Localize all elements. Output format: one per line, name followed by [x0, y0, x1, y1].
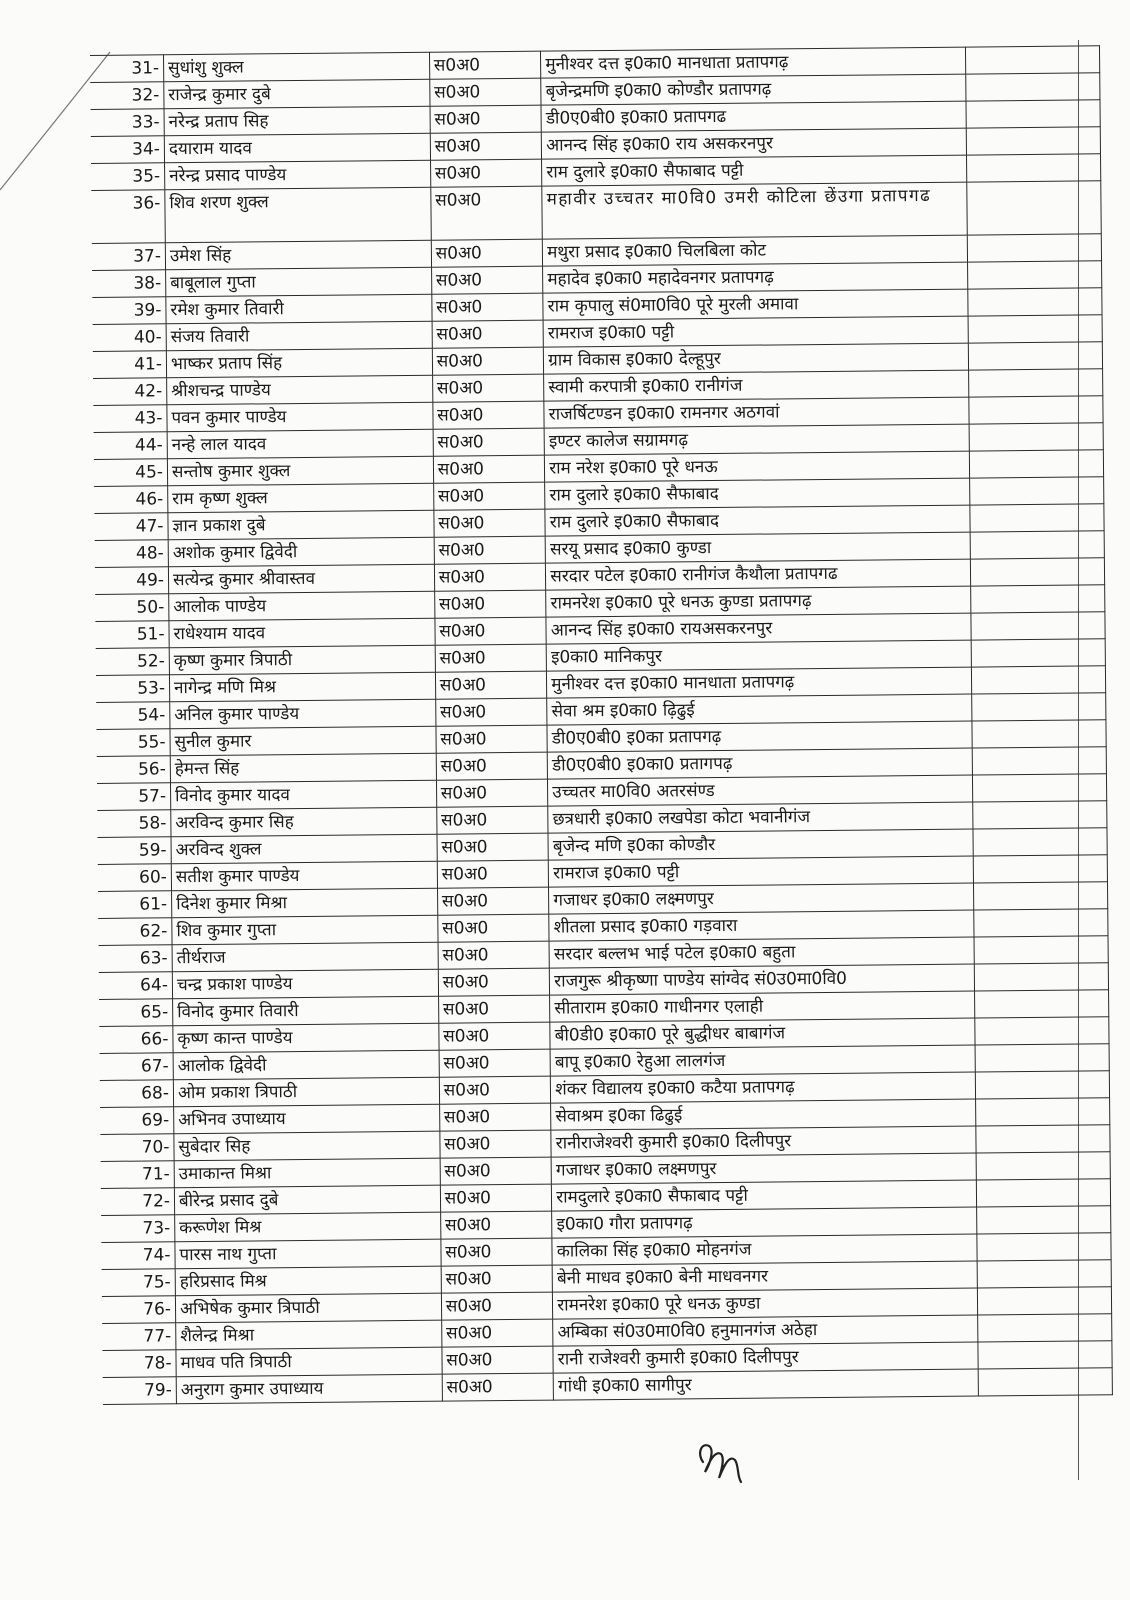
school-name: इ0का0 गौरा प्रतापगढ़ [552, 1207, 976, 1238]
serial-number: 58- [97, 810, 171, 838]
designation: स0अ0 [430, 78, 542, 106]
school-name: सरदार बल्लभ भाई पटेल इ0का0 बहुता [549, 937, 973, 968]
designation: स0अ0 [434, 563, 546, 591]
teacher-name: पवन कुमार पाण्डेय [167, 402, 433, 432]
teacher-name: ज्ञान प्रकाश दुबे [168, 510, 434, 540]
remarks-cell [977, 1260, 1112, 1288]
remarks-cell [971, 720, 1106, 748]
designation: स0अ0 [437, 860, 549, 888]
serial-number: 42- [93, 378, 167, 406]
serial-number: 45- [94, 459, 168, 487]
designation: स0अ0 [434, 536, 546, 564]
designation: स0अ0 [430, 159, 542, 187]
designation: स0अ0 [440, 1184, 552, 1212]
remarks-cell [971, 693, 1106, 721]
school-name: गजाधर इ0का0 लक्ष्मणपुर [549, 883, 973, 914]
designation: स0अ0 [429, 51, 541, 79]
school-name: सरदार पटेल इ0का0 रानीगंज कैथौला प्रतापगढ [546, 559, 970, 590]
school-name: बृजेन्द्रमणि इ0का0 कोण्डौर प्रतापगढ़ [541, 74, 965, 105]
serial-number: 54- [96, 702, 170, 730]
remarks-cell [968, 315, 1103, 343]
school-name: उच्चतर मा0वि0 अतरसंण्ड [548, 775, 972, 806]
serial-number: 46- [94, 486, 168, 514]
teacher-name: चन्द्र प्रकाश पाण्डेय [172, 969, 438, 999]
school-name: रामनरेश इ0का0 पूरे धनऊ कुण्डा [553, 1288, 977, 1319]
remarks-cell [972, 801, 1107, 829]
designation: स0अ0 [439, 1022, 551, 1050]
designation: स0अ0 [432, 374, 544, 402]
school-name: राम दुलारे इ0का0 सैफाबाद [545, 505, 969, 536]
school-name: मुनीश्वर दत्त इ0का0 मानधाता प्रतापगढ़ [541, 47, 965, 78]
remarks-cell [976, 1233, 1111, 1261]
teacher-name: अनुराग कुमार उपाध्याय [176, 1374, 442, 1404]
designation: स0अ0 [439, 1103, 551, 1131]
serial-number: 67- [100, 1053, 174, 1081]
teacher-name: राधेश्याम यादव [169, 618, 435, 648]
designation: स0अ0 [432, 320, 544, 348]
school-name: शंकर विद्यालय इ0का0 कटैया प्रतापगढ़ [551, 1072, 975, 1103]
school-name: गांधी इ0का0 सागीपुर [553, 1369, 977, 1400]
serial-number: 64- [99, 972, 173, 1000]
designation: स0अ0 [436, 752, 548, 780]
teacher-name: विनोद कुमार तिवारी [173, 996, 439, 1026]
school-name: छत्रधारी इ0का0 लखपेडा कोटा भवानीगंज [548, 802, 972, 833]
serial-number: 44- [94, 432, 168, 460]
serial-number: 69- [100, 1107, 174, 1135]
school-name: सरयू प्रसाद इ0का0 कुण्डा [545, 532, 969, 563]
teacher-name: अशोक कुमार द्विवेदी [168, 537, 434, 567]
serial-number: 51- [95, 621, 169, 649]
serial-number: 72- [101, 1188, 175, 1216]
designation: स0अ0 [435, 644, 547, 672]
serial-number: 62- [98, 918, 172, 946]
remarks-cell [975, 1098, 1110, 1126]
teacher-name: आलोक द्विवेदी [173, 1050, 439, 1080]
school-name: शीतला प्रसाद इ0का0 गड़वारा [549, 910, 973, 941]
designation: स0अ0 [439, 1049, 551, 1077]
remarks-cell [967, 234, 1102, 262]
remarks-cell [967, 261, 1102, 289]
teacher-name: माधव पति त्रिपाठी [176, 1347, 442, 1377]
teacher-name: आलोक पाण्डेय [169, 591, 435, 621]
teacher-name: उमाकान्त मिश्रा [174, 1158, 440, 1188]
teacher-name: सत्येन्द्र कुमार श्रीवास्तव [168, 564, 434, 594]
teacher-name: पारस नाथ गुप्ता [175, 1239, 441, 1269]
designation: स0अ0 [431, 266, 543, 294]
serial-number: 36- [91, 190, 165, 244]
teacher-name: बाबूलाल गुप्ता [166, 267, 432, 297]
serial-number: 71- [101, 1161, 175, 1189]
designation: स0अ0 [438, 914, 550, 942]
designation: स0अ0 [440, 1157, 552, 1185]
teacher-name: सुबेदार सिह [174, 1131, 440, 1161]
remarks-cell [966, 154, 1101, 182]
school-name: सेवा श्रम इ0का0 ढ़िढुई [547, 694, 971, 725]
school-name: मथुरा प्रसाद इ0का0 चिलबिला कोट [543, 235, 967, 266]
remarks-cell [967, 288, 1102, 316]
remarks-cell [968, 369, 1103, 397]
serial-number: 52- [96, 648, 170, 676]
designation: स0अ0 [438, 941, 550, 969]
school-name: मुनीश्वर दत्त इ0का0 मानधाता प्रतापगढ़ [547, 667, 971, 698]
designation: स0अ0 [430, 105, 542, 133]
teacher-name: संजय तिवारी [166, 321, 432, 351]
school-name: सीताराम इ0का0 गाधीनगर एलाही [550, 991, 974, 1022]
designation: स0अ0 [432, 293, 544, 321]
designation: स0अ0 [433, 482, 545, 510]
remarks-cell [973, 909, 1108, 937]
teacher-name: नरेन्द्र प्रसाद पाण्डेय [165, 160, 431, 190]
remarks-cell [971, 639, 1106, 667]
teacher-name: भाष्कर प्रताप सिंह [166, 348, 432, 378]
remarks-cell [974, 936, 1109, 964]
teacher-name: अरविन्द कुमार सिह [171, 807, 437, 837]
teacher-name: अनिल कुमार पाण्डेय [170, 699, 436, 729]
school-name: बृजेन्द मणि इ0का कोण्डौर [548, 829, 972, 860]
remarks-cell [973, 882, 1108, 910]
teacher-name: तीर्थराज [172, 942, 438, 972]
remarks-cell [974, 1017, 1109, 1045]
teacher-name: नन्हे लाल यादव [167, 429, 433, 459]
school-name: महादेव इ0का0 महादेवनगर प्रतापगढ़ [543, 262, 967, 293]
serial-number: 79- [103, 1377, 177, 1405]
school-name: रामराज इ0का0 पट्टी [543, 316, 967, 347]
teacher-name: सुनील कुमार [170, 726, 436, 756]
teacher-name: रमेश कुमार तिवारी [166, 294, 432, 324]
serial-number: 66- [99, 1026, 173, 1054]
school-name: गजाधर इ0का0 लक्ष्मणपुर [551, 1153, 975, 1184]
remarks-cell [972, 828, 1107, 856]
remarks-cell [974, 963, 1109, 991]
serial-number: 56- [97, 756, 171, 784]
remarks-cell [973, 855, 1108, 883]
remarks-cell [969, 504, 1104, 532]
school-name: आनन्द सिंह इ0का0 रायअसकरनपुर [546, 613, 970, 644]
remarks-cell [972, 774, 1107, 802]
serial-number: 53- [96, 675, 170, 703]
serial-number: 70- [100, 1134, 174, 1162]
designation: स0अ0 [434, 509, 546, 537]
remarks-cell [971, 666, 1106, 694]
designation: स0अ0 [437, 887, 549, 915]
serial-number: 50- [95, 594, 169, 622]
serial-number: 57- [97, 783, 171, 811]
remarks-cell [976, 1179, 1111, 1207]
designation: स0अ0 [440, 1211, 552, 1239]
remarks-cell [976, 1206, 1111, 1234]
teacher-name: हरिप्रसाद मिश्र [175, 1266, 441, 1296]
teacher-name: सतीश कुमार पाण्डेय [171, 861, 437, 891]
remarks-cell [969, 477, 1104, 505]
designation: स0अ0 [435, 617, 547, 645]
serial-number: 38- [92, 270, 166, 298]
remarks-cell [977, 1341, 1112, 1369]
teacher-name: उमेश सिंह [165, 240, 431, 270]
remarks-cell [970, 531, 1105, 559]
school-name: सेवाश्रम इ0का ढिढुई [551, 1099, 975, 1130]
designation: स0अ0 [441, 1238, 553, 1266]
remarks-cell [968, 396, 1103, 424]
teacher-name: दयाराम यादव [164, 133, 430, 163]
teacher-name: अभिनव उपाध्याय [174, 1104, 440, 1134]
school-name: डी0ए0बी0 इ0का प्रतापगढ़ [547, 721, 971, 752]
teacher-name: हेमन्त सिंह [170, 753, 436, 783]
remarks-cell [972, 747, 1107, 775]
remarks-cell [969, 423, 1104, 451]
school-name: रामराज इ0का0 पट्टी [549, 856, 973, 887]
serial-number: 31- [90, 55, 164, 83]
remarks-cell [974, 990, 1109, 1018]
serial-number: 78- [102, 1350, 176, 1378]
designation: स0अ0 [436, 725, 548, 753]
serial-number: 77- [102, 1323, 176, 1351]
school-name: राम कृपालु सं0मा0वि0 पूरे मुरली अमावा [543, 289, 967, 320]
serial-number: 48- [95, 540, 169, 568]
school-name: कालिका सिंह इ0का0 मोहनगंज [552, 1234, 976, 1265]
school-name: अम्बिका सं0उ0मा0वि0 हनुमानगंज अठेहा [553, 1315, 977, 1346]
designation: स0अ0 [432, 347, 544, 375]
teacher-name: सन्तोष कुमार शुक्ल [167, 456, 433, 486]
remarks-cell [975, 1071, 1110, 1099]
serial-number: 37- [92, 243, 166, 271]
serial-number: 33- [91, 109, 165, 137]
remarks-cell [975, 1125, 1110, 1153]
designation: स0अ0 [441, 1265, 553, 1293]
serial-number: 39- [92, 297, 166, 325]
school-name: स्वामी करपात्री इ0का0 रानीगंज [544, 370, 968, 401]
designation: स0अ0 [441, 1319, 553, 1347]
serial-number: 32- [90, 82, 164, 110]
teacher-list-table [90, 45, 1113, 1405]
designation: स0अ0 [433, 401, 545, 429]
teacher-name: दिनेश कुमार मिश्रा [172, 888, 438, 918]
designation: स0अ0 [435, 698, 547, 726]
teacher-name: कृष्ण कुमार त्रिपाठी [169, 645, 435, 675]
school-name: रानी राजेश्वरी कुमारी इ0का0 दिलीपपुर [553, 1342, 977, 1373]
school-name: बी0डी0 इ0का0 पूरे बुद्धीधर बाबागंज [550, 1018, 974, 1049]
remarks-cell [965, 73, 1100, 101]
teacher-name: कृष्ण कान्त पाण्डेय [173, 1023, 439, 1053]
remarks-cell [965, 100, 1100, 128]
teacher-name: शिव शरण शुक्ल [165, 187, 431, 243]
serial-number: 73- [101, 1215, 175, 1243]
school-name: राजगुरू श्रीकृष्णा पाण्डेय सांग्वेद सं0उ0मा0वि0 [550, 964, 974, 995]
designation: स0अ0 [435, 671, 547, 699]
serial-number: 47- [94, 513, 168, 541]
designation: स0अ0 [431, 186, 543, 240]
remarks-cell [966, 127, 1101, 155]
school-name: रानीराजेश्वरी कुमारी इ0का0 दिलीपपुर [551, 1126, 975, 1157]
serial-number: 76- [102, 1296, 176, 1324]
teacher-name: शैलेन्द्र मिश्रा [176, 1320, 442, 1350]
serial-number: 35- [91, 163, 165, 191]
designation: स0अ0 [437, 806, 549, 834]
remarks-cell [977, 1287, 1112, 1315]
school-name: राम दुलारे इ0का0 सैफाबाद [545, 478, 969, 509]
school-name: बापू इ0का0 रेहुआ लालगंज [550, 1045, 974, 1076]
remarks-cell [978, 1368, 1113, 1396]
teacher-name: अरविन्द शुक्ल [171, 834, 437, 864]
serial-number: 55- [96, 729, 170, 757]
teacher-name: श्रीशचन्द्र पाण्डेय [167, 375, 433, 405]
serial-number: 41- [93, 351, 167, 379]
school-name: राजर्षिटण्डन इ0का0 रामनगर अठगवां [544, 397, 968, 428]
school-name: रामनरेश इ0का0 पूरे धनऊ कुण्डा प्रतापगढ़ [546, 586, 970, 617]
teacher-list-sheet [90, 45, 1113, 1465]
remarks-cell [975, 1044, 1110, 1072]
designation: स0अ0 [439, 1076, 551, 1104]
designation: स0अ0 [434, 590, 546, 618]
teacher-name: शिव कुमार गुप्ता [172, 915, 438, 945]
serial-number: 61- [98, 891, 172, 919]
designation: स0अ0 [431, 239, 543, 267]
designation: स0अ0 [437, 833, 549, 861]
serial-number: 60- [98, 864, 172, 892]
teacher-name: बीरेन्द्र प्रसाद दुबे [174, 1185, 440, 1215]
remarks-cell [965, 46, 1100, 74]
remarks-cell [970, 612, 1105, 640]
serial-number: 40- [93, 324, 167, 352]
designation: स0अ0 [438, 968, 550, 996]
remarks-cell [977, 1314, 1112, 1342]
remarks-cell [976, 1152, 1111, 1180]
teacher-name: सुधांशु शुक्ल [163, 52, 429, 82]
teacher-list-body [90, 46, 1112, 1405]
school-name: इ0का0 मानिकपुर [546, 640, 970, 671]
teacher-name: नरेन्द्र प्रताप सिह [164, 106, 430, 136]
school-name: ग्राम विकास इ0का0 देल्हूपुर [544, 343, 968, 374]
serial-number: 63- [99, 945, 173, 973]
school-name: डी0ए0बी0 इ0का0 प्रतागपढ़ [547, 748, 971, 779]
remarks-cell [966, 181, 1101, 235]
remarks-cell [970, 558, 1105, 586]
designation: स0अ0 [430, 132, 542, 160]
remarks-cell [968, 342, 1103, 370]
designation: स0अ0 [436, 779, 548, 807]
teacher-name: राम कृष्ण शुक्ल [168, 483, 434, 513]
designation: स0अ0 [438, 995, 550, 1023]
school-name: बेनी माधव इ0का0 बेनी माधवनगर [552, 1261, 976, 1292]
school-name: राम नरेश इ0का0 पूरे धनऊ [545, 451, 969, 482]
serial-number: 68- [100, 1080, 174, 1108]
school-name: आनन्द सिंह इ0का0 राय असकरनपुर [542, 128, 966, 159]
serial-number: 74- [101, 1242, 175, 1270]
serial-number: 59- [98, 837, 172, 865]
teacher-name: राजेन्द्र कुमार दुबे [164, 79, 430, 109]
handwritten-initials [695, 1432, 745, 1487]
school-name: रामदुलारे इ0का0 सैफाबाद पट्टी [552, 1180, 976, 1211]
school-name: राम दुलारे इ0का0 सैफाबाद पट्टी [542, 155, 966, 186]
designation: स0अ0 [433, 455, 545, 483]
designation: स0अ0 [440, 1130, 552, 1158]
serial-number: 34- [91, 136, 165, 164]
table-row [91, 181, 1101, 244]
teacher-name: अभिषेक कुमार त्रिपाठी [175, 1293, 441, 1323]
serial-number: 75- [102, 1269, 176, 1297]
remarks-cell [970, 585, 1105, 613]
remarks-cell [969, 450, 1104, 478]
teacher-name: करूणेश मिश्र [175, 1212, 441, 1242]
designation: स0अ0 [441, 1292, 553, 1320]
designation: स0अ0 [442, 1373, 554, 1401]
designation: स0अ0 [442, 1346, 554, 1374]
teacher-name: विनोद कुमार यादव [170, 780, 436, 810]
school-name: इण्टर कालेज सग्रामगढ़ [544, 424, 968, 455]
serial-number: 65- [99, 999, 173, 1027]
designation: स0अ0 [433, 428, 545, 456]
teacher-name: नागेन्द्र मणि मिश्र [169, 672, 435, 702]
serial-number: 49- [95, 567, 169, 595]
school-name: महावीर उच्चतर मा0वि0 उमरी कोटिला छेंउगा प्रतापगढ [542, 182, 967, 239]
serial-number: 43- [93, 405, 167, 433]
school-name: डी0ए0बी0 इ0का0 प्रतापगढ [541, 101, 965, 132]
teacher-name: ओम प्रकाश त्रिपाठी [173, 1077, 439, 1107]
